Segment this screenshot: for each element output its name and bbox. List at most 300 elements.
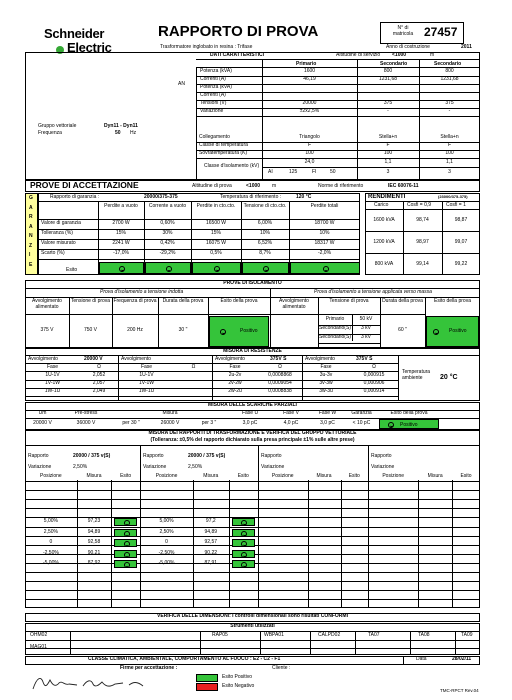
garanzie-letter: R <box>29 214 33 220</box>
res-ohm-header: Ω <box>191 364 196 370</box>
res-cell: 3v-3w <box>319 380 333 386</box>
strumento-item: MAG01 <box>30 644 47 650</box>
classe-temp-p: F <box>307 142 312 148</box>
rapporti-subtitle: (Tolleranza: ±0,5% del rapporto dichiarato sulla presa principale ±1% sulle altre prese) <box>150 437 355 443</box>
garanzie-value: 18317 W <box>314 240 335 246</box>
rendimenti-cos1-value: 99,14 <box>416 261 429 267</box>
anno-value: 2011 <box>461 44 472 50</box>
rendimenti-title: RENDIMENTI <box>368 194 406 200</box>
dati-row-label: Correnti (A) <box>200 76 226 82</box>
res-fase-header: Fase <box>140 364 153 370</box>
garanzie-letter: A <box>29 204 33 211</box>
garanzie-esito-positivo <box>242 262 289 274</box>
res-cell: 1V-1W <box>44 380 60 386</box>
rule <box>455 631 456 655</box>
scariche-col-header: Um <box>38 410 47 416</box>
res-avv-label: Avvolgimento <box>215 356 245 362</box>
resistenze-temp-value: 20 °C <box>440 374 458 381</box>
garanzie-value: 0,42% <box>160 240 175 246</box>
garanzie-col-header: Perdite a vuoto <box>104 203 138 209</box>
dati-row-label: Correnti (A) <box>200 92 226 98</box>
isolamento-p: 24,0 <box>304 159 315 165</box>
isolamento-left-col: Tensione di prova <box>70 298 111 304</box>
isolamento-left-col: Frequenza di prova <box>113 298 157 304</box>
gruppo-value: Dyn11 - Dyn11 <box>104 123 138 129</box>
rule <box>258 572 368 573</box>
res-avv-value: 20000 V <box>84 356 103 362</box>
brand-line1: Schneider <box>44 26 105 41</box>
dati-row-label: Variazione <box>200 108 224 114</box>
altitudine-prova-unit: m <box>272 183 277 189</box>
dati-row-label: Tensioni (V) <box>200 100 227 106</box>
smiley-icon <box>119 266 125 272</box>
temp-riferimento-value: 120 °C <box>296 194 312 200</box>
temp-riferimento-label: Temperatura di riferimento : <box>220 194 282 200</box>
rule <box>25 490 140 491</box>
rapporto-garanzia-label: Rapporto di garanzia : <box>50 194 100 200</box>
rule <box>140 481 258 482</box>
rapporti-label: Rapporto <box>28 453 49 459</box>
rule <box>196 84 480 85</box>
rapporti-label: Rapporto <box>261 453 282 459</box>
garanzie-letter: A <box>29 223 33 230</box>
rapporti-esito-positivo <box>232 518 256 526</box>
altitudine-servizio-unit: m <box>430 52 435 58</box>
rule <box>25 572 140 573</box>
rapporti-var-label: Variazione <box>143 464 167 470</box>
garanzie-row-label: Valore di garanzia <box>41 220 81 226</box>
scariche-value: 26000 V <box>160 420 180 426</box>
classe-data-value: 28/02/11 <box>452 656 472 662</box>
scariche-value: 20000 V <box>33 420 52 426</box>
altitudine-prova-label: Altitudine di prova <box>192 183 232 189</box>
garanzie-row-label: Tolleranza (%) <box>41 230 73 236</box>
dati-row-secondario-2: - <box>448 108 451 114</box>
rapporti-esito-positivo <box>114 560 137 568</box>
dati-row-secondario-2: 375 <box>445 100 454 106</box>
brand-line2: Electric <box>67 40 112 55</box>
sovratemp-p: 100 <box>305 150 314 156</box>
garanzie-esito-positivo <box>145 262 191 274</box>
rapporti-col-pos: Posizione <box>155 473 178 479</box>
rapporti-posizione: -2,50% <box>158 549 175 556</box>
classe-temp-s2: F <box>447 142 452 148</box>
garanzie-esito-positivo <box>99 262 144 274</box>
rapporti-misura: 87,92 <box>87 560 101 566</box>
scariche-value: 4,0 pC <box>283 420 299 426</box>
isolamento-s1: 1,1 <box>384 159 392 165</box>
garanzie-col-header: Corrente a vuoto <box>148 203 187 209</box>
rapporti-col-esito: Esito <box>120 473 132 479</box>
rapporti-misura: 97,23 <box>87 518 101 524</box>
rendimenti-cos1-value: 98,74 <box>416 217 429 223</box>
rule <box>140 527 258 528</box>
rendimenti-cos2-value: 99,07 <box>454 239 468 245</box>
report-subtitle: Trasformatore inglobato in resina : Trifase <box>160 44 253 50</box>
signature-image <box>25 672 175 694</box>
scariche-esito <box>379 419 439 429</box>
rendimenti-cos2-value: 98,87 <box>454 217 468 223</box>
rule <box>25 599 140 600</box>
garanzie-value: 18700 W <box>314 220 335 226</box>
rapporti-col-mis: Misura <box>203 473 219 479</box>
isolamento-right-col: Esito della prova <box>434 298 471 304</box>
dati-row-primario: 20000 <box>302 100 317 106</box>
res-cell: 0,000914 <box>363 388 385 394</box>
res-cell: 0,000915 <box>363 372 385 378</box>
rendimenti-carico-value: 800 kVA <box>374 261 394 267</box>
garanzie-row-label: Scarto (%) <box>41 250 65 256</box>
accettazione-title: PROVE DI ACCETTAZIONE <box>30 180 139 190</box>
res-fase-header: Fase <box>229 364 241 370</box>
rule <box>200 631 201 655</box>
res-avv-label: Avvolgimento <box>28 356 58 362</box>
isolamento-left-col: Durata della prova <box>162 298 204 304</box>
rule <box>368 490 480 491</box>
an-label: AN <box>178 81 185 87</box>
isolamento-right-avv: Primario <box>325 316 345 322</box>
scariche-col-header: Pre-stress <box>74 410 98 416</box>
rule <box>25 508 140 509</box>
col-primario: Primario <box>296 61 317 67</box>
rapporti-col-mis: Misura <box>316 473 332 479</box>
res-cell: 2u-2v <box>228 372 242 378</box>
resistenze-title: MISURA DI RESISTENZE <box>223 348 282 354</box>
rule <box>398 355 399 401</box>
res-ohm-header: Ω <box>372 364 376 370</box>
norme-label: Norme di riferimento <box>318 183 364 189</box>
strumento-item: TA09 <box>461 632 473 638</box>
rule <box>25 648 480 649</box>
isolamento-sub-s2: 3 <box>448 169 451 175</box>
rule <box>258 563 368 564</box>
res-cell: 1U-1V <box>45 372 60 378</box>
rule <box>25 371 398 372</box>
rapporti-col-esito: Esito <box>237 473 249 479</box>
garanzie-row-label: Valore misurato <box>41 240 76 246</box>
rule <box>352 314 353 341</box>
rule <box>25 590 140 591</box>
smiley-icon <box>124 552 130 558</box>
rule <box>140 499 258 500</box>
collegamento-p: Triangolo <box>299 134 320 140</box>
res-ohm-header: Ω <box>278 364 282 370</box>
matricola-value: 27457 <box>424 25 458 39</box>
rendimenti-norm: (23000/375-375) <box>438 194 468 199</box>
dati-row-secondario-1: 800 <box>383 68 393 74</box>
smiley-icon <box>124 520 130 526</box>
rule <box>258 545 368 546</box>
esito-text: Positivo <box>240 328 258 334</box>
res-cell: 1W-1U <box>138 388 155 394</box>
res-avv-label: Avvolgimento <box>305 356 335 362</box>
rule <box>258 536 368 537</box>
dati-row-secondario-2: 1231,68 <box>440 76 459 82</box>
rule <box>25 581 140 582</box>
rule <box>368 545 480 546</box>
smiley-icon <box>323 266 329 272</box>
classe-data-label: Data <box>416 656 427 662</box>
isolamento-sub-fi-val: 50 <box>330 169 336 175</box>
rule <box>140 599 258 600</box>
rapporti-posizione: 2,50% <box>43 528 58 535</box>
dati-row-secondario-2: 800 <box>445 68 454 74</box>
rendimenti-carico-value: 1600 kVA <box>373 217 395 223</box>
classe-label: CLASSE CLIMATICA, AMBIENTALE, COMPORTAMENTO AL FUOCO : E2 - C2 - F1 <box>88 656 281 662</box>
firme-label: Firme per accettazione : <box>120 665 178 671</box>
rule <box>140 508 258 509</box>
rule <box>368 599 480 600</box>
res-cell: 3w-3u <box>319 388 333 394</box>
smiley-icon <box>166 266 172 272</box>
garanzie-value: 15% <box>115 230 126 236</box>
rule <box>25 527 140 528</box>
scariche-col-header: Esito della prova <box>390 410 428 416</box>
strumento-item: RAP05 <box>212 632 228 638</box>
footer-rev: TMC-RPCT Rev.04 <box>440 688 479 693</box>
rule <box>38 259 360 260</box>
res-avv-value: 375V S <box>356 356 373 362</box>
res-cell: 2v-2w <box>228 380 242 386</box>
res-cell: 2,049 <box>92 388 106 394</box>
rule <box>368 581 480 582</box>
res-cell: 2,052 <box>92 372 106 378</box>
isolamento-sub-ai-val: 125 <box>289 169 298 175</box>
smiley-icon <box>241 541 247 547</box>
scariche-title: MISURA DELLE SCARICHE PARZIALI <box>208 402 297 408</box>
frequenza-label: Frequenza <box>38 130 62 136</box>
res-fase-header: Fase <box>320 364 332 370</box>
scariche-col-header: Fase W <box>318 410 337 416</box>
isolamento-sub-fi: FI <box>312 169 317 175</box>
isolamento-sub-ai: AI <box>268 169 273 175</box>
gruppo-label: Gruppo vettoriale <box>38 123 77 129</box>
sovratemp-label: Sovratemperatura (K) <box>199 150 248 156</box>
rapporti-var-label: Variazione <box>261 464 285 470</box>
rapporti-posizione: -2,50% <box>42 549 59 556</box>
rapporti-esito-positivo <box>114 550 137 558</box>
rendimenti-cos2-value: 99,22 <box>454 261 468 267</box>
garanzie-value: 10% <box>259 230 270 236</box>
rule <box>368 536 480 537</box>
sovratemp-s2: 100 <box>445 150 454 156</box>
isolamento-left-value: 30 " <box>178 327 188 333</box>
res-cell: 3u-3v <box>319 372 333 378</box>
garanzie-value: 16500 W <box>205 220 226 226</box>
altitudine-servizio-label: Altitudine di servizio <box>336 52 381 58</box>
col-secondario-2: Secondario <box>434 61 462 67</box>
classe-temp-s1: F <box>386 142 390 148</box>
dati-row-secondario-1: - <box>387 108 389 114</box>
rule <box>25 499 140 500</box>
rapporti-misura: 92,58 <box>87 539 101 545</box>
col-secondario-1: Secondario <box>380 61 408 67</box>
rule <box>368 527 480 528</box>
garanzie-value: 30% <box>162 230 173 236</box>
rapporti-label: Rapporto <box>371 453 392 459</box>
rapporti-esito-positivo <box>232 560 256 568</box>
altitudine-servizio-value: <1000 <box>392 52 407 58</box>
legend-positive: Esito Positivo <box>222 674 253 680</box>
rendimenti-cos2: Cosfi = 1 <box>446 202 466 208</box>
rule <box>196 116 480 117</box>
dati-row-primario: 1600 <box>303 68 316 74</box>
rule <box>258 508 368 509</box>
rule <box>258 581 368 582</box>
rapporti-misura: 92,57 <box>204 539 218 545</box>
rapporti-esito-positivo <box>232 529 256 537</box>
res-avv-label: Avvolgimento <box>121 356 151 362</box>
isolamento-left-value: 200 Hz <box>127 327 143 333</box>
rule <box>196 92 480 93</box>
smiley-icon <box>124 541 130 547</box>
dati-row-primario: 46,19 <box>303 76 316 82</box>
rapporti-col-esito: Esito <box>348 473 360 479</box>
collegamento-label: Collegamento <box>199 134 230 140</box>
rapporti-esito-positivo <box>232 550 256 558</box>
res-cell: 1U-1V <box>139 372 154 378</box>
isolamento-right-esito <box>426 316 479 347</box>
isolamento-left-col: Avvolgimento alimentato <box>32 298 62 310</box>
rendimenti-carico: Carico <box>374 202 389 208</box>
rapporti-posizione: 5,00% <box>43 518 58 524</box>
rule <box>368 499 480 500</box>
rapporti-posizione: 2,50% <box>159 528 174 535</box>
rapporti-label: Rapporto <box>143 453 164 459</box>
rule <box>368 481 480 482</box>
rule <box>368 508 480 509</box>
garanzie-col-header: Perdite in cto.cto. <box>196 203 236 209</box>
smiley-icon <box>241 552 247 558</box>
smiley-icon <box>388 422 394 428</box>
garanzie-col-header: Perdite totali <box>310 203 339 209</box>
garanzie-letter: N <box>29 233 33 239</box>
isolamento-right-title: Prova d'isolamento a tensione applicata verso massa <box>314 289 432 295</box>
report-title: RAPPORTO DI PROVA <box>158 23 319 40</box>
garanzie-value: 6,52% <box>257 240 273 246</box>
dati-row-label: Potenza (kVA) <box>200 84 232 90</box>
garanzie-letter: G <box>29 195 33 201</box>
rapporti-misura: 90,21 <box>87 549 101 556</box>
dati-row-secondario-1: 375 <box>383 100 393 106</box>
esito-label: Esito <box>66 267 78 273</box>
strumenti-title: Strumenti utilizzati <box>230 623 275 629</box>
rule <box>258 517 368 518</box>
altitudine-prova-value: <1000 <box>246 183 261 189</box>
garanzie-value: 0,5% <box>210 250 222 256</box>
garanzie-letter: I <box>29 252 31 258</box>
strumento-item: TA07 <box>368 632 380 638</box>
scariche-value: 3,0 pC <box>320 420 335 426</box>
garanzie-value: 0,60% <box>160 220 175 226</box>
smiley-icon <box>241 562 247 568</box>
frequenza-unit: Hz <box>130 130 137 136</box>
esito-text: Positivo <box>449 328 467 334</box>
rapporti-misura: 94,89 <box>87 528 101 535</box>
res-cell: 1V-1W <box>138 380 154 386</box>
rapporti-esito-positivo <box>114 539 137 547</box>
rule <box>258 481 368 482</box>
rapporti-col-esito: Esito <box>460 473 472 479</box>
frequenza-value: 50 <box>115 130 121 136</box>
rule <box>260 631 261 655</box>
isolamento-right-col: Durata della prova <box>382 298 423 304</box>
rule <box>368 572 480 573</box>
isolamento-right-tens: 3 kV <box>360 334 371 340</box>
rapporti-col-pos: Posizione <box>40 473 62 479</box>
res-cell: 2w-2u <box>228 388 242 394</box>
isolamento-right-tens: 50 kV <box>359 316 373 322</box>
dati-header: DATI CARATTERISTICI <box>210 52 264 58</box>
legend-green-swatch <box>196 674 218 682</box>
garanzie-esito-positivo <box>290 262 360 274</box>
anno-label: Anno di costruzione <box>386 44 430 50</box>
scariche-value: 3,0 pC <box>242 420 258 426</box>
collegamento-s1: Stella+n <box>378 134 398 140</box>
isolamento-right-tens: 3 kV <box>360 325 371 331</box>
rapporti-col-mis: Misura <box>427 473 443 479</box>
garanzie-value: 6,00% <box>257 220 273 226</box>
strumento-item: WBPA01 <box>264 632 284 638</box>
isolamento-sub-s1: 3 <box>386 169 390 175</box>
rule <box>258 527 368 528</box>
scariche-col-header: Misura <box>162 410 178 416</box>
isolamento-right-col: Tensione di prova <box>329 298 369 304</box>
garanzie-value: -29,2% <box>159 250 176 256</box>
res-cell: 0,000906 <box>363 380 385 386</box>
matricola-label: N° di matricola <box>392 25 414 37</box>
rapporti-value: 20000 / 375 v(S) <box>188 453 226 459</box>
rule <box>25 481 140 482</box>
rendimenti-cos1-value: 98,97 <box>416 239 429 245</box>
dati-row-label: Potenza (kVA) <box>200 68 232 74</box>
garanzie-letter: E <box>29 261 33 268</box>
rapporti-esito-positivo <box>114 529 137 537</box>
smiley-icon <box>124 562 130 568</box>
rule <box>355 631 356 655</box>
rule <box>368 563 480 564</box>
rapporti-col-mis: Misura <box>86 473 102 479</box>
scariche-col-header: Garanzia <box>351 410 372 416</box>
isolamento-right-avv: Secondario(S) <box>319 334 351 340</box>
rapporti-col-pos: Posizione <box>382 473 405 479</box>
isolamento-s2: 1,1 <box>446 159 453 165</box>
rapporti-esito-positivo <box>114 518 137 526</box>
rapporti-misura: 94,89 <box>204 528 218 535</box>
scariche-value: per 30 " <box>122 420 140 426</box>
smiley-icon <box>220 329 226 335</box>
rule <box>25 396 398 397</box>
res-cell: 1W-1U <box>44 388 61 394</box>
scariche-value: 36000 V <box>76 420 96 426</box>
garanzie-value: -17,0% <box>113 250 129 256</box>
rule <box>25 314 270 315</box>
legend-negative: Esito Negativo <box>222 683 255 689</box>
garanzie-value: 8,7% <box>259 250 271 256</box>
rule <box>140 572 258 573</box>
rapporti-var-label: Variazione <box>371 464 395 470</box>
res-cell: 0,0008838 <box>268 388 292 394</box>
sovratemp-s1: 100 <box>383 150 393 156</box>
cliente-label: Cliente : <box>272 665 291 671</box>
smiley-icon <box>263 266 269 272</box>
smiley-icon <box>433 329 439 335</box>
res-cell: 0,0008868 <box>268 372 292 378</box>
rapporti-var-value: 2,50% <box>188 464 203 470</box>
norme-value: IEC 60076-11 <box>388 183 419 189</box>
rule <box>368 517 480 518</box>
rule <box>38 219 360 220</box>
